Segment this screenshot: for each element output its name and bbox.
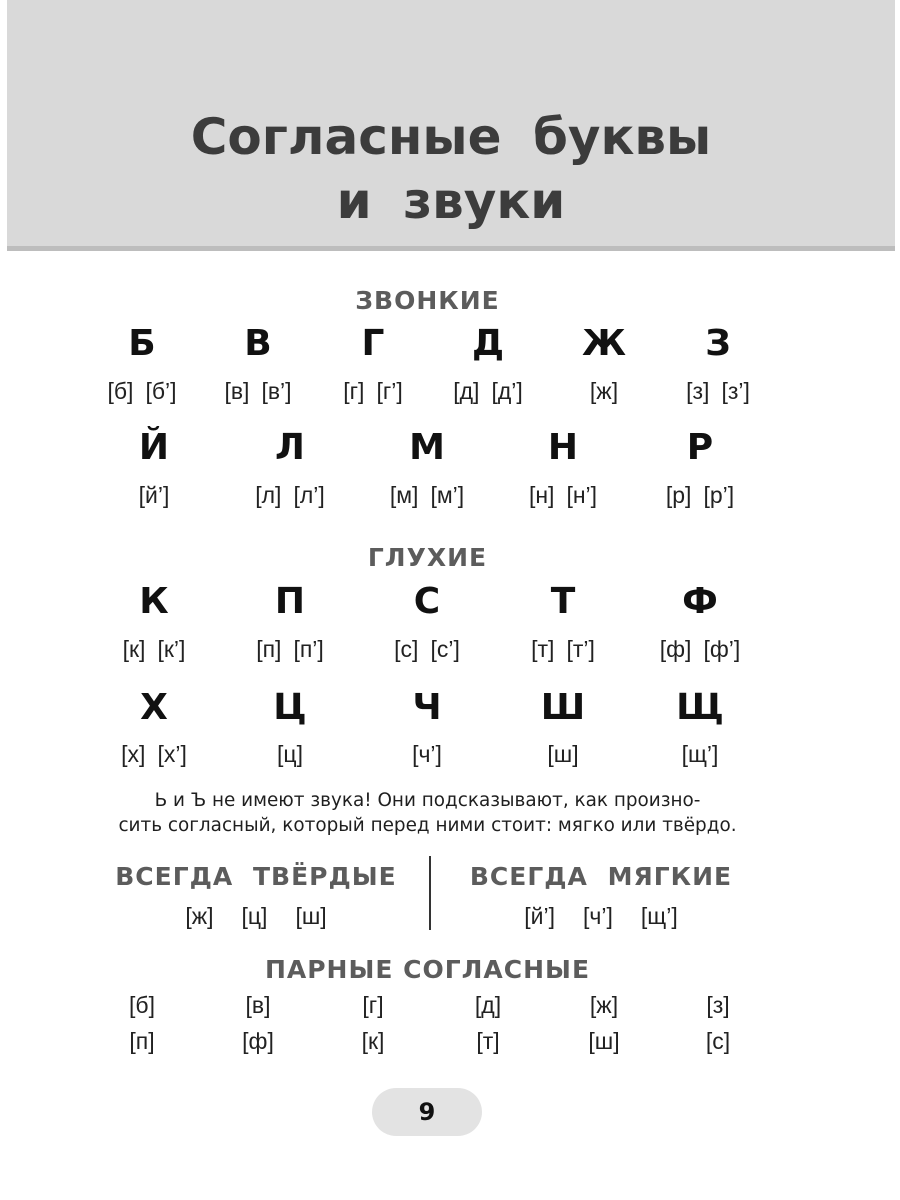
sound-group [390, 484, 464, 507]
sound-transcription: [т’] [566, 636, 595, 662]
sound-transcription: [н] [528, 482, 555, 508]
sound-transcription: [д] [453, 378, 480, 404]
sound-transcription: [г] [343, 378, 365, 404]
sound-group [686, 380, 750, 403]
consonant-letter: К [139, 581, 169, 622]
sound-transcription: [п] [256, 636, 282, 662]
always-hard-sounds [110, 905, 402, 928]
paired-sound: [д] [474, 992, 502, 1018]
consonant-letter: Ч [412, 687, 442, 728]
sound-transcription: [ч’] [412, 741, 442, 767]
sound-group [666, 484, 734, 507]
sound-transcription: [л’] [293, 482, 325, 508]
pairs-voiceless-row [0, 1030, 900, 1080]
always-soft-sound: [щ’] [640, 903, 678, 929]
sound-group [531, 638, 595, 661]
voiced-row-1-letters [0, 323, 900, 376]
always-soft-heading: ВСЕГДА МЯГКИЕ [469, 862, 733, 891]
sound-transcription: [б] [107, 378, 134, 404]
paired-sound: [к] [361, 1028, 385, 1054]
voiced-row-2-letters [0, 427, 900, 480]
consonant-letter: Х [140, 687, 168, 728]
consonant-letter: Г [361, 323, 385, 364]
consonant-letter: Д [471, 323, 505, 364]
page-number-badge [372, 1088, 482, 1136]
sound-transcription: [р’] [703, 482, 735, 508]
sound-group [123, 638, 186, 661]
always-hard-heading: ВСЕГДА ТВЁРДЫЕ [115, 862, 397, 891]
sound-group [255, 484, 325, 507]
consonant-letter: Ш [540, 687, 586, 728]
sound-group [590, 380, 618, 403]
sound-transcription: [х’] [157, 741, 187, 767]
consonant-letter: Л [275, 427, 305, 468]
sound-transcription: [щ’] [681, 741, 719, 767]
sound-group [453, 380, 523, 403]
sound-transcription: [т] [531, 636, 555, 662]
sound-transcription: [ф’] [703, 636, 741, 662]
sound-group [139, 484, 170, 507]
consonant-letter: М [409, 427, 445, 468]
paired-sound: [ф] [242, 1028, 274, 1054]
sound-transcription: [в’] [261, 378, 292, 404]
voiced-heading: ЗВОНКИЕ [355, 286, 500, 315]
sound-group [256, 638, 324, 661]
header-band [7, 0, 895, 251]
sound-group [224, 380, 291, 403]
page-number: 9 [418, 1098, 436, 1126]
sound-group [682, 743, 719, 766]
sound-group [343, 380, 402, 403]
sound-transcription: [з] [686, 378, 710, 404]
sound-transcription: [р] [665, 482, 692, 508]
sound-transcription: [г’] [376, 378, 403, 404]
paired-sound: [ж] [589, 992, 619, 1018]
sound-group [277, 743, 303, 766]
consonant-letter: Ф [682, 581, 718, 622]
voiceless-row-2-sounds [0, 743, 900, 793]
voiced-row-2-sounds [0, 484, 900, 534]
sound-transcription: [з’] [721, 378, 750, 404]
always-soft-sounds [455, 905, 747, 928]
sound-group [529, 484, 597, 507]
sound-group [394, 638, 460, 661]
voiced-row-1-sounds [0, 380, 900, 430]
consonant-letter: С [413, 581, 441, 622]
sound-transcription: [к’] [157, 636, 186, 662]
sound-group [121, 743, 187, 766]
consonant-letter: В [244, 323, 272, 364]
sound-transcription: [ш] [547, 741, 579, 767]
always-soft-sound: [й’] [524, 903, 556, 929]
consonant-letter: Щ [676, 687, 724, 728]
sound-transcription: [с’] [430, 636, 460, 662]
consonant-letter: П [274, 581, 306, 622]
sound-transcription: [й’] [138, 482, 170, 508]
paired-sound: [т] [476, 1028, 500, 1054]
sound-transcription: [б’] [145, 378, 177, 404]
voiceless-row-1-letters [0, 581, 900, 634]
consonant-letter: Ж [581, 323, 627, 364]
always-hard-sound: [ш] [295, 903, 327, 929]
sound-transcription: [м’] [430, 482, 465, 508]
sound-group [660, 638, 741, 661]
page-title-line-2: и звуки [336, 172, 566, 230]
sound-transcription: [н’] [566, 482, 598, 508]
pairs-heading: ПАРНЫЕ СОГЛАСНЫЕ [264, 955, 591, 984]
voiceless-row-2-letters [0, 687, 900, 740]
sound-transcription: [д’] [491, 378, 523, 404]
sound-transcription: [ц] [277, 741, 303, 767]
consonant-letter: З [705, 323, 731, 364]
sound-transcription: [х] [121, 741, 146, 767]
voiceless-heading: ГЛУХИЕ [367, 543, 488, 572]
consonant-letter: Б [128, 323, 156, 364]
paired-sound: [б] [129, 992, 155, 1018]
sound-transcription: [п’] [293, 636, 324, 662]
always-hard-sound: [ж] [185, 903, 214, 929]
sound-transcription: [к] [122, 636, 146, 662]
sound-transcription: [м] [389, 482, 419, 508]
paired-sound: [в] [245, 992, 271, 1018]
consonant-letter: Р [686, 427, 714, 468]
sound-transcription: [с] [394, 636, 419, 662]
paired-sound: [с] [705, 1028, 731, 1054]
sound-group [412, 743, 442, 766]
sound-group [547, 743, 578, 766]
consonant-letter: Н [547, 427, 579, 468]
note-line-1: Ь и Ъ не имеют звука! Они подсказывают, как произно- [154, 790, 701, 811]
sound-transcription: [л] [255, 482, 282, 508]
sound-group [107, 380, 176, 403]
always-soft-sound: [ч’] [583, 903, 613, 929]
paired-sound: [п] [129, 1028, 155, 1054]
note-line-2: сить согласный, который перед ними стоит: мягко или твёрдо. [118, 815, 737, 836]
consonant-letter: Й [138, 427, 170, 468]
always-hard-sound: [ц] [241, 903, 268, 929]
paired-sound: [г] [362, 992, 384, 1018]
paired-sound: [ш] [588, 1028, 620, 1054]
consonant-letter: Т [550, 581, 576, 622]
paired-sound: [з] [706, 992, 730, 1018]
sound-transcription: [ф] [659, 636, 692, 662]
column-divider [429, 856, 431, 930]
page-title-line-1: Согласные буквы [190, 108, 712, 166]
consonant-letter: Ц [273, 687, 307, 728]
sound-transcription: [ж] [589, 378, 619, 404]
voiceless-row-1-sounds [0, 638, 900, 688]
sound-transcription: [в] [224, 378, 250, 404]
